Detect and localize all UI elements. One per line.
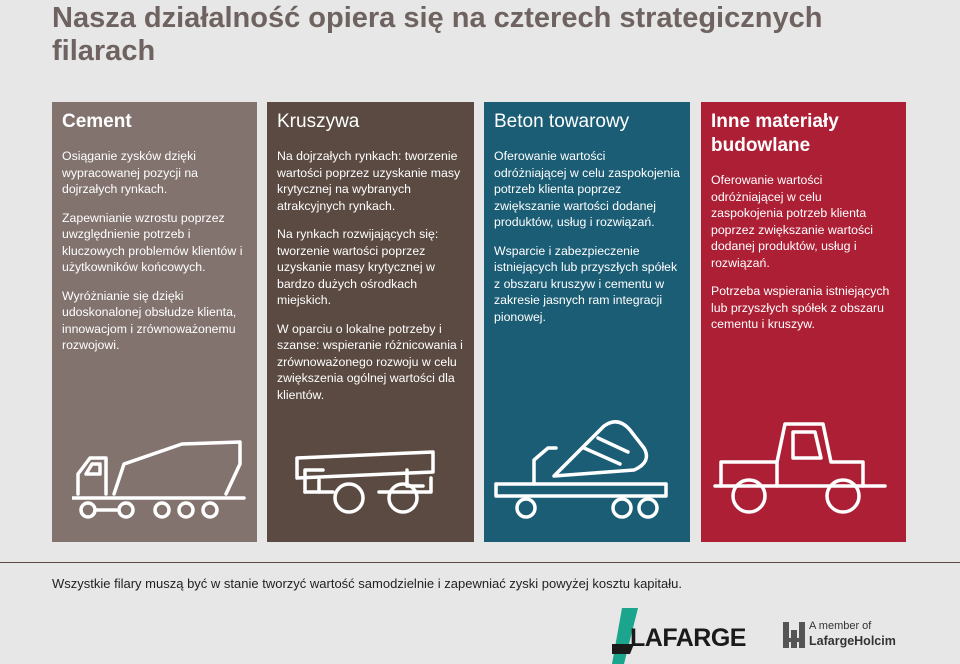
loader-truck-icon [713,414,893,524]
divider [0,562,960,563]
cement-truck-icon [72,424,247,524]
lafargeholcim-logo-icon [783,622,805,648]
pillar-beton-towarowy [484,102,690,542]
pillar-paragraph: Osiąganie zysków dzięki wypracowanej pozycji na dojrzałych rynkach. [62,149,199,196]
pillar-paragraph: Oferowanie wartości odróżniającej w celu zaspokojenia potrzeb klienta poprzez zwiększanie wartości dodanej produktów, usług i rozwiązań. [494,149,680,229]
member-brand: LafargeHolcim [809,634,896,648]
dump-truck-icon [283,430,458,520]
pillar-inne-materialy [701,102,906,542]
page-title: Nasza działalność opiera się na czterech strategicznych filarach [52,2,823,67]
lafarge-wordmark: LAFARGE [630,624,746,652]
pillar-paragraph: Zapewnianie wzrostu poprzez uwzględnienie potrzeb i kluczowych problemów klientów i użytkowników końcowych. [62,210,243,274]
member-badge [783,620,953,660]
pillar-paragraph: Wyróżnianie się dzięki udoskonalonej obsłudze klienta, innowacjom i zrównoważonemu rozwojowi. [62,288,237,352]
pillar-title: Beton towarowy [494,111,630,132]
pillar-paragraph: Oferowanie wartości odróżniającej w celu zaspokojenia potrzeb klienta poprzez zwiększanie wartości dodanej produktów, usług i rozwiązań. [711,173,873,270]
pillar-title: Cement [62,111,132,132]
pillar-cement [52,102,257,542]
concrete-mixer-truck-icon [494,408,674,528]
lafarge-logo [612,608,752,664]
pillar-paragraph: Na dojrzałych rynkach: tworzenie wartości poprzez uzyskanie masy krytycznej na wybranych atrakcyjnych rynkach. [277,149,461,213]
pillar-paragraph: Na rynkach rozwijających się: tworzenie wartości poprzez uzyskanie masy krytycznej w bardzo dużych ośrodkach miejskich. [277,227,439,307]
pillar-paragraph: Potrzeba wspierania istniejących lub przyszłych spółek z obszaru cementu i kruszyw. [711,284,890,331]
pillar-title: Kruszywa [277,111,360,132]
pillar-paragraph: W oparciu o lokalne potrzeby i szanse: wspieranie różnicowania i zrównoważonego rozwoju w celu zwiększenia ogólnej wartości dla klientów. [277,321,463,402]
pillar-title: Inne materiały budowlane [711,111,839,156]
pillar-paragraph: Wsparcie i zabezpieczenie istniejących lub przyszłych spółek z obszaru kruszyw i cementu w zakresie jasnych ram integracji pionowej. [494,243,678,324]
pillar-kruszywa [267,102,474,542]
footnote: Wszystkie filary muszą być w stanie tworzyć wartość samodzielnie i zapewniać zyski powyżej kosztu kapitału. [52,576,682,591]
member-text: A member of [809,620,872,632]
